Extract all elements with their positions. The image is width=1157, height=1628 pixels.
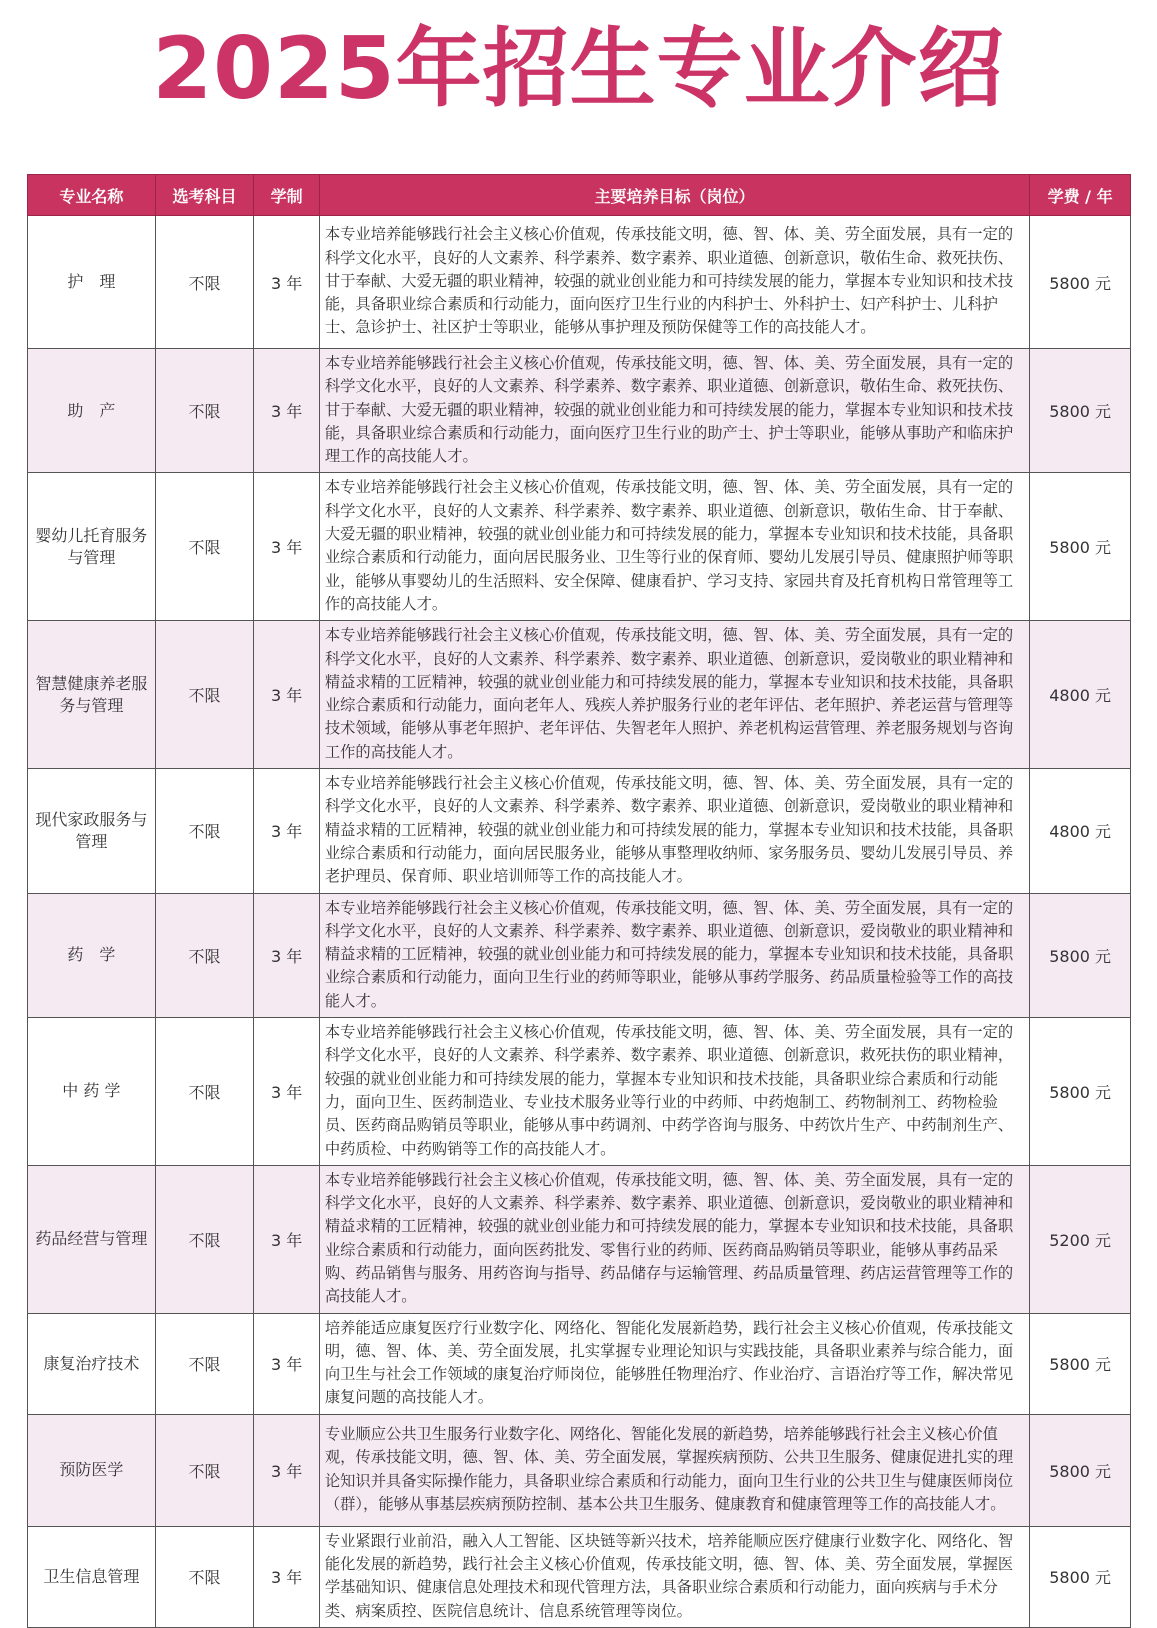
goal: 本专业培养能够践行社会主义核心价值观，传承技能文明，德、智、体、美、劳全面发展，具有一定的科学文化水平，良好的人文素养、科学素养、数字素养、职业道德、创新意识，爱岗敬业的职业精神和精益求精的工匠精神，较强的就业创业能力和可持续发展的能力，掌握本专业知识和技术技能，具备职业综合素质和行动能力，面向老年人、残疾人养护服务行业的老年评估、老年照护、养老运营与管理等技术领域，能够从事老年照护、老年评估、失智老年人照护、养老机构运营管理、养老服务规划与咨询工作的高技能人才。	[319, 621, 1029, 769]
major-name: 预防医学	[28, 1414, 156, 1526]
subjects: 不限	[155, 216, 254, 349]
major-name: 婴幼儿托育服务与管理	[28, 473, 156, 621]
subjects: 不限	[155, 621, 254, 769]
subjects: 不限	[155, 1018, 254, 1166]
header-major-name: 专业名称	[28, 175, 156, 216]
duration: 3 年	[254, 1313, 319, 1414]
fee: 4800 元	[1030, 621, 1131, 769]
table-row	[28, 769, 1131, 893]
duration: 3 年	[254, 769, 319, 893]
table-row	[28, 893, 1131, 1017]
subjects: 不限	[155, 1165, 254, 1313]
major-name: 助 产	[28, 349, 156, 473]
fee: 5800 元	[1030, 1414, 1131, 1526]
duration: 3 年	[254, 893, 319, 1017]
goal: 本专业培养能够践行社会主义核心价值观，传承技能文明，德、智、体、美、劳全面发展，具有一定的科学文化水平，良好的人文素养、科学素养、数字素养、职业道德、创新意识，救死扶伤的职业精神，较强的就业创业能力和可持续发展的能力，掌握本专业知识和技术技能，具备职业综合素质和行动能力，面向卫生、医药制造业、专业技术服务业等行业的中药师、中药炮制工、药物制剂工、药物检验员、医药商品购销员等职业，能够从事中药调剂、中药学咨询与服务、中药饮片生产、中药制剂生产、中药质检、中药购销等工作的高技能人才。	[319, 1018, 1029, 1166]
table-header-row	[28, 175, 1131, 216]
subjects: 不限	[155, 473, 254, 621]
fee: 5200 元	[1030, 1165, 1131, 1313]
goal: 专业顺应公共卫生服务行业数字化、网络化、智能化发展的新趋势，培养能够践行社会主义核心价值观，传承技能文明，德、智、体、美、劳全面发展，掌握疾病预防、公共卫生服务、健康促进扎实的理论知识并具备实际操作能力，具备职业综合素质和行动能力，面向卫生行业的公共卫生与健康医师岗位（群），能够从事基层疾病预防控制、基本公共卫生服务、健康教育和健康管理等工作的高技能人才。	[319, 1414, 1029, 1526]
subjects: 不限	[155, 1414, 254, 1526]
table-row	[28, 216, 1131, 349]
table-row	[28, 349, 1131, 473]
subjects: 不限	[155, 1313, 254, 1414]
table-row	[28, 1526, 1131, 1627]
goal: 本专业培养能够践行社会主义核心价值观，传承技能文明，德、智、体、美、劳全面发展，具有一定的科学文化水平，良好的人文素养、科学素养、数字素养、职业道德、创新意识，敬佑生命、救死扶伤、甘于奉献、大爱无疆的职业精神，较强的就业创业能力和可持续发展的能力，掌握本专业知识和技术技能，具备职业综合素质和行动能力，面向医疗卫生行业的内科护士、外科护士、妇产科护士、儿科护士、急诊护士、社区护士等职业，能够从事护理及预防保健等工作的高技能人才。	[319, 216, 1029, 349]
goal: 专业紧跟行业前沿，融入人工智能、区块链等新兴技术，培养能顺应医疗健康行业数字化、网络化、智能化发展的新趋势，践行社会主义核心价值观，传承技能文明，德、智、体、美、劳全面发展，掌握医学基础知识、健康信息处理技术和现代管理方法，具备职业综合素质和行动能力，面向疾病与手术分类、病案质控、医院信息统计、信息系统管理等岗位。	[319, 1526, 1029, 1627]
duration: 3 年	[254, 1414, 319, 1526]
subjects: 不限	[155, 1526, 254, 1627]
header-fee: 学费 / 年	[1030, 175, 1131, 216]
header-subjects: 选考科目	[155, 175, 254, 216]
table-row	[28, 1165, 1131, 1313]
major-name: 药 学	[28, 893, 156, 1017]
duration: 3 年	[254, 1526, 319, 1627]
major-name: 智慧健康养老服务与管理	[28, 621, 156, 769]
table-row	[28, 473, 1131, 621]
duration: 3 年	[254, 621, 319, 769]
subjects: 不限	[155, 349, 254, 473]
major-name: 卫生信息管理	[28, 1526, 156, 1627]
duration: 3 年	[254, 1018, 319, 1166]
table-row	[28, 1414, 1131, 1526]
subjects: 不限	[155, 769, 254, 893]
major-name: 药品经营与管理	[28, 1165, 156, 1313]
page-title: 2025年招生专业介绍	[152, 19, 1005, 119]
fee: 4800 元	[1030, 769, 1131, 893]
table-row	[28, 621, 1131, 769]
major-name: 现代家政服务与管理	[28, 769, 156, 893]
goal: 本专业培养能够践行社会主义核心价值观，传承技能文明，德、智、体、美、劳全面发展，具有一定的科学文化水平，良好的人文素养、科学素养、数字素养、职业道德、创新意识，敬佑生命、甘于奉献、大爱无疆的职业精神，较强的就业创业能力和可持续发展的能力，掌握本专业知识和技术技能，具备职业综合素质和行动能力，面向居民服务业、卫生等行业的保育师、婴幼儿发展引导员、健康照护师等职业，能够从事婴幼儿的生活照料、安全保障、健康看护、学习支持、家园共育及托育机构日常管理等工作的高技能人才。	[319, 473, 1029, 621]
fee: 5800 元	[1030, 473, 1131, 621]
major-name: 护 理	[28, 216, 156, 349]
major-name: 中 药 学	[28, 1018, 156, 1166]
goal: 培养能适应康复医疗行业数字化、网络化、智能化发展新趋势，践行社会主义核心价值观，传承技能文明，德、智、体、美、劳全面发展，扎实掌握专业理论知识与实践技能，具备职业素养与综合能力，面向卫生与社会工作领域的康复治疗师岗位，能够胜任物理治疗、作业治疗、言语治疗等工作，解决常见康复问题的高技能人才。	[319, 1313, 1029, 1414]
fee: 5800 元	[1030, 1018, 1131, 1166]
goal: 本专业培养能够践行社会主义核心价值观，传承技能文明，德、智、体、美、劳全面发展，具有一定的科学文化水平，良好的人文素养、科学素养、数字素养、职业道德、创新意识，爱岗敬业的职业精神和精益求精的工匠精神，较强的就业创业能力和可持续发展的能力，掌握本专业知识和技术技能，具备职业综合素质和行动能力，面向医药批发、零售行业的药师、医药商品购销员等职业，能够从事药品采购、药品销售与服务、用药咨询与指导、药品储存与运输管理、药品质量管理、药店运营管理等工作的高技能人才。	[319, 1165, 1029, 1313]
fee: 5800 元	[1030, 1526, 1131, 1627]
fee: 5800 元	[1030, 1313, 1131, 1414]
fee: 5800 元	[1030, 216, 1131, 349]
header-duration: 学制	[254, 175, 319, 216]
majors-table	[27, 174, 1131, 1628]
header-goal: 主要培养目标（岗位）	[319, 175, 1029, 216]
major-name: 康复治疗技术	[28, 1313, 156, 1414]
goal: 本专业培养能够践行社会主义核心价值观，传承技能文明，德、智、体、美、劳全面发展，具有一定的科学文化水平，良好的人文素养、科学素养、数字素养、职业道德、创新意识，爱岗敬业的职业精神和精益求精的工匠精神，较强的就业创业能力和可持续发展的能力，掌握本专业知识和技术技能，具备职业综合素质和行动能力，面向卫生行业的药师等职业，能够从事药学服务、药品质量检验等工作的高技能人才。	[319, 893, 1029, 1017]
subjects: 不限	[155, 893, 254, 1017]
duration: 3 年	[254, 216, 319, 349]
table-row	[28, 1313, 1131, 1414]
goal: 本专业培养能够践行社会主义核心价值观，传承技能文明，德、智、体、美、劳全面发展，具有一定的科学文化水平，良好的人文素养、科学素养、数字素养、职业道德、创新意识，敬佑生命、救死扶伤、甘于奉献、大爱无疆的职业精神，较强的就业创业能力和可持续发展的能力，掌握本专业知识和技术技能，具备职业综合素质和行动能力，面向医疗卫生行业的助产士、护士等职业，能够从事助产和临床护理工作的高技能人才。	[319, 349, 1029, 473]
table-row	[28, 1018, 1131, 1166]
duration: 3 年	[254, 1165, 319, 1313]
fee: 5800 元	[1030, 893, 1131, 1017]
fee: 5800 元	[1030, 349, 1131, 473]
duration: 3 年	[254, 349, 319, 473]
goal: 本专业培养能够践行社会主义核心价值观，传承技能文明，德、智、体、美、劳全面发展，具有一定的科学文化水平，良好的人文素养、科学素养、数字素养、职业道德、创新意识，爱岗敬业的职业精神和精益求精的工匠精神，较强的就业创业能力和可持续发展的能力，掌握本专业知识和技术技能，具备职业综合素质和行动能力，面向居民服务业，能够从事整理收纳师、家务服务员、婴幼儿发展引导员、养老护理员、保育师、职业培训师等工作的高技能人才。	[319, 769, 1029, 893]
duration: 3 年	[254, 473, 319, 621]
